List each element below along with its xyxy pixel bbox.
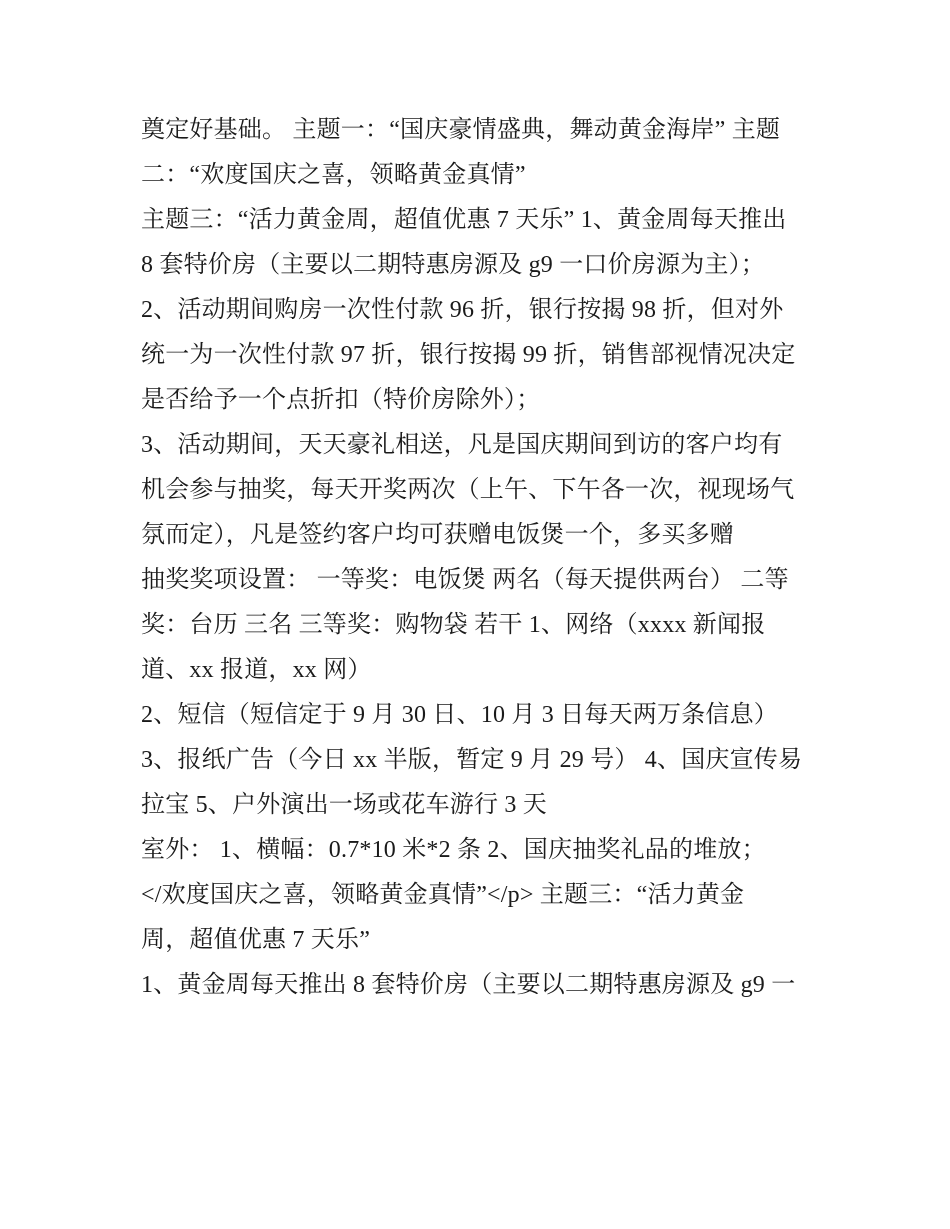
text-line: 3、活动期间，天天豪礼相送，凡是国庆期间到访的客户均有: [141, 432, 783, 458]
text-line: </欢度国庆之喜，领略黄金真情”</p> 主题三：“活力黄金: [141, 882, 745, 908]
text-line: 统一为一次性付款 97 折，银行按揭 99 折，销售部视情况决定: [141, 342, 796, 368]
text-line: 抽奖奖项设置： 一等奖：电饭煲 两名（每天提供两台） 二等: [141, 567, 789, 593]
text-line: 氛而定），凡是签约客户均可获赠电饭煲一个，多买多赠: [141, 522, 734, 548]
text-line: 1、黄金周每天推出 8 套特价房（主要以二期特惠房源及 g9 一: [141, 972, 796, 998]
text-line: 奠定好基础。 主题一：“国庆豪情盛典，舞动黄金海岸” 主题: [141, 117, 781, 143]
text-line: 8 套特价房（主要以二期特惠房源及 g9 一口价房源为主）；: [141, 252, 765, 278]
text-line: 3、报纸广告（今日 xx 半版，暂定 9 月 29 号） 4、国庆宣传易: [141, 747, 803, 773]
text-line: 主题三：“活力黄金周，超值优惠 7 天乐” 1、黄金周每天推出: [141, 207, 787, 233]
text-line: 是否给予一个点折扣（特价房除外）；: [141, 387, 541, 413]
text-line: 二：“欢度国庆之喜，领略黄金真情”: [141, 162, 526, 188]
text-line: 机会参与抽奖，每天开奖两次（上午、下午各一次，视现场气: [141, 477, 795, 503]
text-line: 道、xx 报道，xx 网）: [141, 657, 372, 683]
text-line: 奖：台历 三名 三等奖：购物袋 若干 1、网络（xxxx 新闻报: [141, 612, 766, 638]
document-body: [141, 108, 821, 1008]
text-line: 周，超值优惠 7 天乐”: [141, 927, 371, 953]
text-line: 2、活动期间购房一次性付款 96 折，银行按揭 98 折，但对外: [141, 297, 784, 323]
text-line: 室外： 1、横幅：0.7*10 米*2 条 2、国庆抽奖礼品的堆放；: [141, 837, 766, 863]
text-line: 拉宝 5、户外演出一场或花车游行 3 天: [141, 792, 547, 818]
text-line: 2、短信（短信定于 9 月 30 日、10 月 3 日每天两万条信息）: [141, 702, 778, 728]
